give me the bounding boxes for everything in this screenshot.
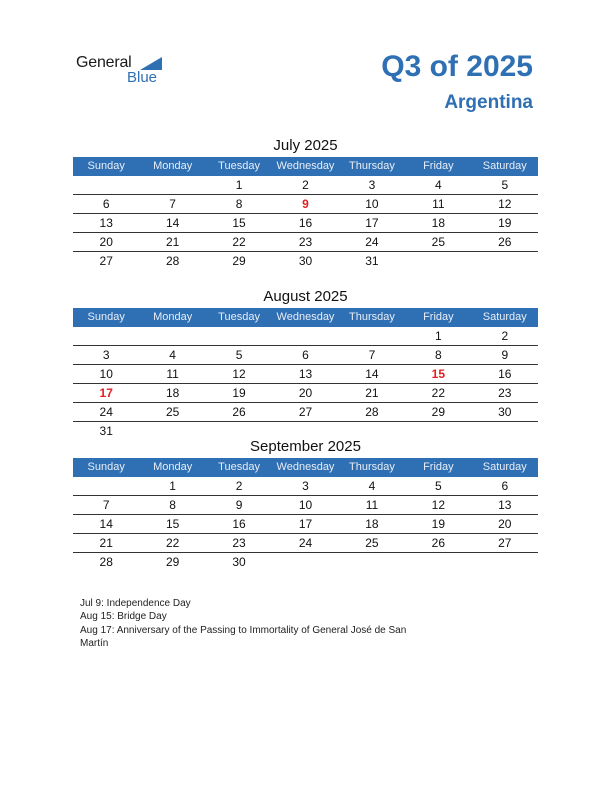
day-cell: 13 <box>298 367 313 381</box>
day-cell: 15 <box>232 216 246 230</box>
weekday-label: Wednesday <box>276 311 335 323</box>
day-cell: 3 <box>102 348 110 362</box>
week-row <box>73 176 538 195</box>
weekday-header <box>73 157 538 176</box>
week-row <box>73 384 538 403</box>
day-cell: 9 <box>302 197 309 211</box>
weekday-header <box>73 308 538 327</box>
day-cell: 15 <box>431 367 446 381</box>
day-cell: 16 <box>298 216 313 230</box>
day-cell: 30 <box>498 405 512 419</box>
day-cell: 6 <box>302 348 309 362</box>
day-cell: 8 <box>235 197 243 211</box>
day-cell: 30 <box>232 555 246 569</box>
day-cell: 13 <box>498 498 512 512</box>
day-cell: 20 <box>498 517 512 531</box>
day-cell: 6 <box>102 197 110 211</box>
day-cell: 23 <box>298 235 313 249</box>
day-cell: 21 <box>99 536 113 550</box>
day-cell: 18 <box>431 216 446 230</box>
day-cell: 7 <box>169 197 176 211</box>
weekday-label: Friday <box>423 461 454 473</box>
week-row <box>73 496 538 515</box>
generalblue-logo <box>76 54 176 88</box>
day-cell: 1 <box>235 178 243 192</box>
day-cell: 27 <box>498 536 512 550</box>
day-cell: 18 <box>165 386 180 400</box>
day-cell: 4 <box>435 178 442 192</box>
weekday-label: Sunday <box>87 160 125 172</box>
day-cell: 14 <box>99 517 113 531</box>
day-cell: 12 <box>232 367 246 381</box>
day-cell: 29 <box>165 555 180 569</box>
weekday-label: Friday <box>423 160 454 172</box>
day-cell: 19 <box>498 216 512 230</box>
empty-day-cell <box>73 327 139 345</box>
day-cell: 21 <box>365 386 379 400</box>
day-cell: 9 <box>501 348 509 362</box>
holiday-note: Jul 9: Independence Day <box>80 598 191 609</box>
day-cell: 8 <box>169 498 176 512</box>
day-cell: 26 <box>232 405 246 419</box>
day-cell: 5 <box>235 348 243 362</box>
day-cell: 26 <box>498 235 512 249</box>
country-subtitle: Argentina <box>444 92 533 113</box>
day-cell: 13 <box>99 216 113 230</box>
day-cell: 15 <box>165 517 180 531</box>
week-row <box>73 214 538 233</box>
logo-text-blue: Blue <box>127 69 158 86</box>
day-cell: 29 <box>431 405 446 419</box>
weekday-label: Monday <box>153 160 193 172</box>
day-cell: 19 <box>232 386 246 400</box>
day-cell: 10 <box>99 367 113 381</box>
month-title: September 2025 <box>250 438 361 455</box>
holiday-note: Aug 17: Anniversary of the Passing to Immortality of General José de San <box>80 624 407 636</box>
day-cell: 16 <box>498 367 512 381</box>
weekday-label: Friday <box>423 311 454 323</box>
weekday-label: Saturday <box>482 160 527 172</box>
empty-day-cell <box>472 252 538 270</box>
weekday-header <box>73 458 538 477</box>
day-cell: 5 <box>501 178 509 192</box>
day-cell: 26 <box>431 536 446 550</box>
day-cell: 2 <box>235 479 243 493</box>
weekday-label: Saturday <box>482 311 527 323</box>
day-cell: 3 <box>302 479 309 493</box>
weekday-label: Thursday <box>348 160 395 172</box>
day-cell: 17 <box>365 216 379 230</box>
day-cell: 9 <box>235 498 243 512</box>
day-cell: 14 <box>165 216 180 230</box>
day-cell: 14 <box>365 367 379 381</box>
day-cell: 11 <box>432 197 445 211</box>
day-cell: 22 <box>431 386 446 400</box>
day-cell: 10 <box>298 498 313 512</box>
day-cell: 23 <box>232 536 246 550</box>
weekday-label: Wednesday <box>276 461 335 473</box>
day-cell: 5 <box>435 479 442 493</box>
day-cell: 16 <box>232 517 246 531</box>
weekday-label: Thursday <box>348 461 395 473</box>
week-row <box>73 515 538 534</box>
weekday-label: Saturday <box>482 461 527 473</box>
day-cell: 12 <box>431 498 446 512</box>
logo-text-general: General <box>76 54 132 71</box>
empty-day-cell <box>405 553 471 571</box>
day-cell: 4 <box>169 348 176 362</box>
week-row <box>73 403 538 422</box>
weekday-label: Monday <box>153 311 193 323</box>
holiday-note: Aug 15: Bridge Day <box>80 611 167 623</box>
day-cell: 12 <box>498 197 512 211</box>
week-row <box>73 553 538 571</box>
week-row <box>73 195 538 214</box>
day-cell: 27 <box>298 405 313 419</box>
day-cell: 2 <box>501 329 509 343</box>
day-cell: 30 <box>298 254 313 268</box>
day-cell: 10 <box>365 197 379 211</box>
day-cell: 1 <box>169 479 176 493</box>
week-row <box>73 477 538 496</box>
empty-day-cell <box>272 553 338 571</box>
day-cell: 3 <box>368 178 376 192</box>
day-cell: 20 <box>298 386 313 400</box>
holiday-notes <box>80 597 420 650</box>
week-row <box>73 252 538 270</box>
month-calendar-august <box>73 286 538 440</box>
day-cell: 19 <box>431 517 446 531</box>
holiday-note: Martín <box>80 637 109 649</box>
day-cell: 28 <box>365 405 379 419</box>
day-cell: 18 <box>365 517 379 531</box>
day-cell: 21 <box>165 235 180 249</box>
empty-day-cell <box>272 327 338 345</box>
day-cell: 24 <box>99 405 113 419</box>
weekday-label: Sunday <box>87 461 125 473</box>
weekday-label: Thursday <box>348 311 395 323</box>
day-cell: 17 <box>99 386 113 400</box>
empty-day-cell <box>405 252 471 270</box>
day-cell: 27 <box>99 254 113 268</box>
empty-day-cell <box>139 176 205 194</box>
week-row <box>73 327 538 346</box>
empty-day-cell <box>339 327 405 345</box>
day-cell: 11 <box>166 367 179 381</box>
weekday-label: Sunday <box>87 311 125 323</box>
day-cell: 24 <box>298 536 313 550</box>
month-calendar-september <box>73 436 538 571</box>
weekday-label: Monday <box>153 461 193 473</box>
day-cell: 25 <box>165 405 180 419</box>
week-row <box>73 365 538 384</box>
day-cell: 22 <box>165 536 180 550</box>
empty-day-cell <box>206 327 272 345</box>
empty-day-cell <box>339 553 405 571</box>
day-cell: 20 <box>99 235 113 249</box>
day-cell: 11 <box>365 498 379 512</box>
weekday-label: Wednesday <box>276 160 335 172</box>
week-row <box>73 534 538 553</box>
weekday-label: Tuesday <box>218 311 260 323</box>
day-cell: 28 <box>165 254 180 268</box>
day-cell: 29 <box>232 254 246 268</box>
empty-day-cell <box>73 477 139 495</box>
day-cell: 4 <box>368 479 376 493</box>
day-cell: 17 <box>298 517 313 531</box>
day-cell: 31 <box>365 254 379 268</box>
empty-day-cell <box>73 176 139 194</box>
day-cell: 25 <box>431 235 446 249</box>
day-cell: 2 <box>302 178 309 192</box>
day-cell: 28 <box>99 555 113 569</box>
empty-day-cell <box>139 327 205 345</box>
day-cell: 8 <box>435 348 442 362</box>
weekday-label: Tuesday <box>218 461 260 473</box>
week-row <box>73 233 538 252</box>
day-cell: 6 <box>501 479 509 493</box>
weekday-label: Tuesday <box>218 160 260 172</box>
month-title: August 2025 <box>263 288 348 305</box>
day-cell: 23 <box>498 386 512 400</box>
day-cell: 7 <box>102 498 110 512</box>
month-title: July 2025 <box>273 137 338 154</box>
day-cell: 31 <box>99 424 113 438</box>
day-cell: 22 <box>232 235 246 249</box>
day-cell: 7 <box>368 348 376 362</box>
month-calendar-july <box>73 135 538 270</box>
day-cell: 25 <box>365 536 379 550</box>
day-cell: 24 <box>365 235 379 249</box>
week-row <box>73 346 538 365</box>
empty-day-cell <box>472 553 538 571</box>
page-title: Q3 of 2025 <box>381 50 533 83</box>
day-cell: 1 <box>435 329 442 343</box>
